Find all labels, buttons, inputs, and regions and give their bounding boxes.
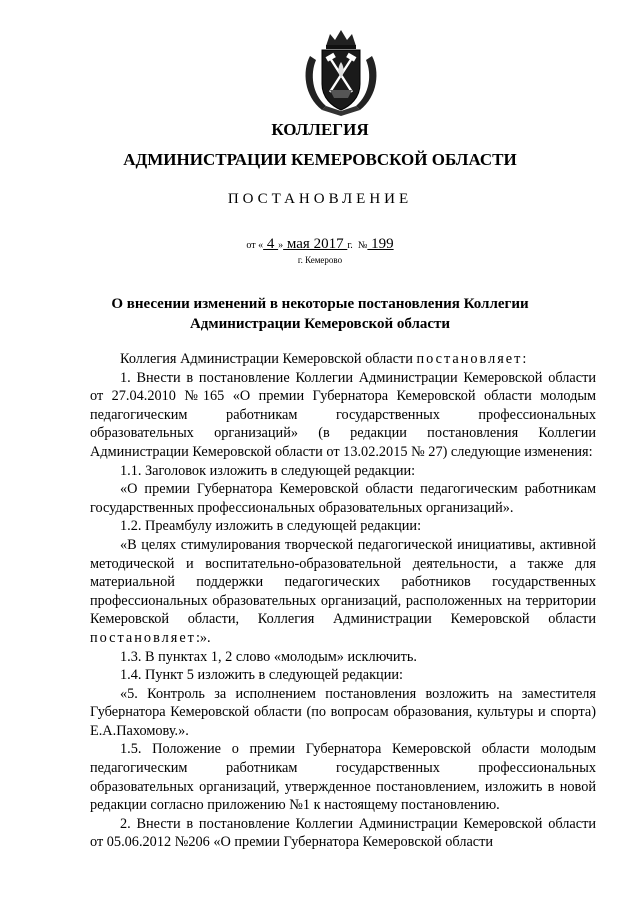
- p1-2-end: :».: [195, 629, 211, 646]
- date-prefix: от «: [246, 240, 264, 251]
- paragraph-1-4-text: «5. Контроль за исполнением постановления возложить на заместителя Губернатора Кемеровской области (по вопросам образования, культуры и спорта) Е.А.Пахомову.».: [90, 685, 596, 739]
- paragraph-1-2: 1.2. Преамбулу изложить в следующей редакции:: [120, 518, 422, 535]
- org-name-line2: АДМИНИСТРАЦИИ КЕМЕРОВСКОЙ ОБЛАСТИ: [123, 150, 517, 169]
- paragraph-1-2-text: [90, 536, 596, 648]
- paragraph-1-4: 1.4. Пункт 5 изложить в следующей редакции:: [120, 667, 403, 684]
- document-date-line: [0, 236, 640, 253]
- intro-resolves: постановляет: [416, 351, 523, 367]
- date-month-year: мая 2017: [283, 236, 348, 252]
- paragraph-1-5: 1.5. Положение о премии Губернатора Кемеровской области молодым педагогическим работникам государственных профессиональных образовательных организаций, утвержденное постановлением, изложить в новой редакции согласно приложению №1 к настоящему постановлению.: [90, 741, 596, 814]
- intro-text: Коллегия Администрации Кемеровской области: [120, 351, 417, 367]
- paragraph-1-1-text: «О премии Губернатора Кемеровской области педагогическим работникам государственных профессиональных образовательных организаций».: [90, 481, 596, 516]
- title-line2: Администрации Кемеровской области: [189, 316, 451, 332]
- document-number: 199: [367, 236, 394, 252]
- p1-2-text: «В целях стимулирования творческой педагогической инициативы, активной методической и воспитательно-образовательной деятельности, а также для материальной поддержки педагогических работников государственных профессиональных образовательных организаций, расположенных на территории Кемеровской области, Коллегия Администрации Кемеровской области: [90, 536, 596, 628]
- coat-of-arms-emblem: [300, 26, 382, 118]
- paragraph-1-3: 1.3. В пунктах 1, 2 слово «молодым» исключить.: [120, 648, 417, 665]
- paragraph-2: 2. Внести в постановление Коллегии Администрации Кемеровской области от 05.06.2012 №206 «О премии Губернатора Кемеровской области: [90, 815, 596, 851]
- intro-end: :: [522, 351, 527, 367]
- date-g: г.: [347, 240, 353, 251]
- paragraph-1: 1. Внести в постановление Коллегии Администрации Кемеровской области от 27.04.2010 №165 «О премии Губернатора Кемеровской области молодым педагогическим работникам государственных профессиональных образовательных организаций» (в редакции постановления Коллегии Администрации Кемеровской области от 13.02.2015 № 27) следующие изменения:: [90, 369, 596, 460]
- paragraph-intro: [90, 350, 596, 369]
- number-label: №: [357, 240, 368, 251]
- date-mid: »: [278, 240, 284, 251]
- date-day: 4: [263, 236, 279, 252]
- document-body: [90, 350, 596, 852]
- document-type: ПОСТАНОВЛЕНИЕ: [227, 191, 413, 207]
- paragraph-1-1: 1.1. Заголовок изложить в следующей редакции:: [120, 462, 416, 479]
- document-title: [110, 294, 530, 334]
- document-city: г. Кемерово: [297, 255, 343, 265]
- org-name-line1: КОЛЛЕГИЯ: [271, 120, 369, 139]
- p1-2-resolves: постановляет: [90, 629, 196, 646]
- title-line1: О внесении изменений в некоторые постановления Коллегии: [111, 296, 529, 312]
